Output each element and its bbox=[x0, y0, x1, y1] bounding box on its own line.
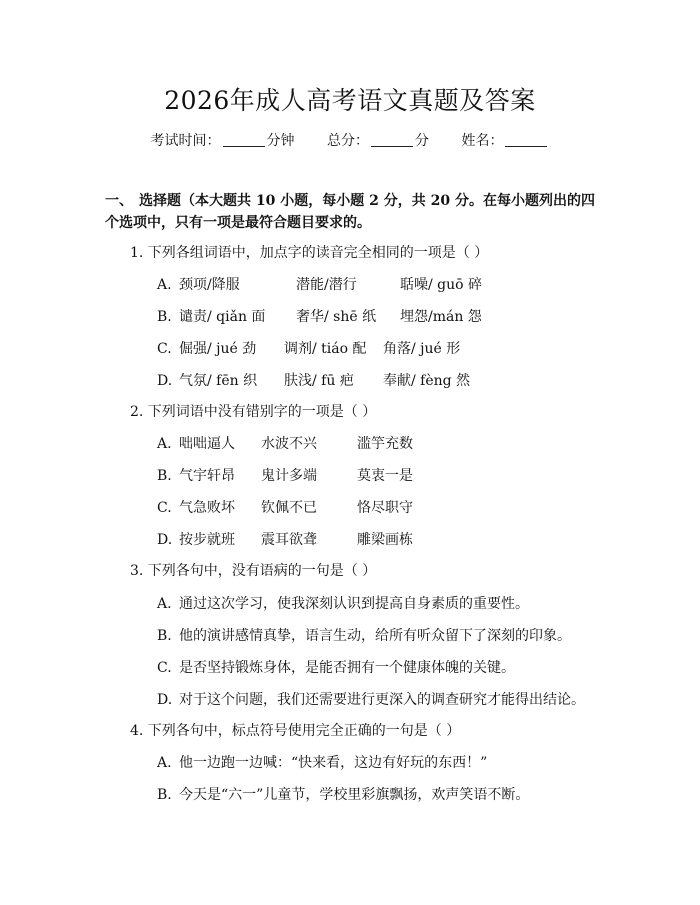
question-2-option-a bbox=[157, 434, 413, 454]
option-part: 气急败坏 bbox=[179, 500, 235, 516]
option-part: 滥竽充数 bbox=[357, 436, 413, 452]
section-heading bbox=[105, 190, 605, 234]
total-score-unit: 分 bbox=[415, 133, 429, 149]
option-part: 潜能/潜行 bbox=[296, 277, 357, 293]
option-letter: B. bbox=[157, 309, 172, 325]
question-3-option-d bbox=[157, 690, 585, 710]
option-part: 气宇轩昂 bbox=[179, 468, 235, 484]
total-score-label: 总分： bbox=[327, 133, 369, 149]
question-2-option-c bbox=[157, 498, 413, 518]
question-2-option-b bbox=[157, 466, 413, 486]
question-3-option-c bbox=[157, 658, 515, 678]
option-letter: C. bbox=[157, 660, 172, 676]
question-2-option-d bbox=[157, 530, 413, 550]
exam-time-label: 考试时间： bbox=[150, 133, 221, 149]
option-part: 颈项/降服 bbox=[179, 277, 240, 293]
option-text: 他一边跑一边喊：“快来看，这边有好玩的东西！” bbox=[179, 755, 488, 771]
option-letter: B. bbox=[157, 468, 172, 484]
name-field bbox=[461, 130, 549, 152]
option-part: 咄咄逼人 bbox=[179, 436, 235, 452]
exam-time-blank bbox=[223, 132, 265, 147]
option-letter: A. bbox=[157, 596, 172, 612]
question-1-option-d bbox=[157, 371, 471, 391]
page-title: 2026年成人高考语文真题及答案 bbox=[164, 86, 536, 115]
option-part: 震耳欲聋 bbox=[261, 532, 317, 548]
question-3-stem: 3. 下列各句中，没有语病的一句是（ ） bbox=[130, 563, 377, 579]
exam-time-unit: 分钟 bbox=[266, 133, 295, 149]
option-part: 埋怨/mán 怨 bbox=[400, 309, 482, 325]
option-part: 聒噪/ guō 碎 bbox=[400, 277, 483, 293]
option-letter: D. bbox=[157, 532, 173, 548]
option-letter: B. bbox=[157, 787, 172, 803]
option-part: 角落/ jué 形 bbox=[383, 341, 461, 357]
question-3-option-b bbox=[157, 626, 571, 646]
option-part: 鬼计多端 bbox=[261, 468, 317, 484]
option-part: 肤浅/ fū 疤 bbox=[284, 373, 354, 389]
option-letter: A. bbox=[157, 436, 172, 452]
option-part: 气氛/ fēn 织 bbox=[179, 373, 258, 389]
question-3-option-a bbox=[157, 594, 529, 614]
option-text: 是否坚持锻炼身体，是能否拥有一个健康体魄的关键。 bbox=[179, 660, 515, 676]
question-1-option-b bbox=[157, 307, 482, 327]
option-part: 奢华/ shē 纸 bbox=[296, 309, 377, 325]
option-part: 钦佩不已 bbox=[261, 500, 317, 516]
option-letter: D. bbox=[157, 692, 173, 708]
total-score-field bbox=[327, 130, 429, 152]
option-part: 雕梁画栋 bbox=[357, 532, 413, 548]
total-score-blank bbox=[371, 132, 413, 147]
option-letter: D. bbox=[157, 373, 173, 389]
option-text: 今天是“六一”儿童节，学校里彩旗飘扬，欢声笑语不断。 bbox=[179, 787, 530, 803]
option-part: 谴责/ qiǎn 面 bbox=[179, 309, 266, 325]
question-1-option-a bbox=[157, 275, 483, 295]
option-letter: C. bbox=[157, 500, 172, 516]
option-part: 调剂/ tiáo 配 bbox=[284, 341, 367, 357]
name-blank bbox=[505, 132, 547, 147]
option-part: 倔强/ jué 劲 bbox=[179, 341, 257, 357]
name-label: 姓名： bbox=[461, 133, 504, 149]
section-number: 一、 bbox=[105, 193, 133, 209]
exam-time-field bbox=[151, 130, 295, 152]
option-part: 恪尽职守 bbox=[357, 500, 413, 516]
exam-info-line bbox=[0, 130, 700, 152]
question-1-stem: 1. 下列各组词语中，加点字的读音完全相同的一项是（ ） bbox=[130, 245, 489, 261]
question-4-stem: 4. 下列各句中，标点符号使用完全正确的一句是（ ） bbox=[130, 723, 461, 739]
question-4-option-a bbox=[157, 753, 487, 773]
question-4-option-b bbox=[157, 785, 529, 805]
option-text: 他的演讲感情真挚，语言生动，给所有听众留下了深刻的印象。 bbox=[179, 628, 571, 644]
option-letter: A. bbox=[157, 755, 172, 771]
option-letter: A. bbox=[157, 277, 172, 293]
option-part: 奉献/ fèng 然 bbox=[383, 373, 471, 389]
option-text: 通过这次学习，使我深刻认识到提高自身素质的重要性。 bbox=[179, 596, 529, 612]
option-letter: B. bbox=[157, 628, 172, 644]
option-part: 水波不兴 bbox=[261, 436, 317, 452]
option-part: 莫衷一是 bbox=[357, 468, 413, 484]
option-letter: C. bbox=[157, 341, 172, 357]
section-instructions: 选择题（本大题共 10 小题，每小题 2 分，共 20 分。在每小题列出的四个选项中，只有一项是最符合题目要求的。 bbox=[105, 193, 595, 231]
question-2-stem: 2. 下列词语中没有错别字的一项是（ ） bbox=[130, 404, 377, 420]
option-part: 按步就班 bbox=[179, 532, 235, 548]
question-1-option-c bbox=[157, 339, 461, 359]
option-text: 对于这个问题，我们还需要进行更深入的调查研究才能得出结论。 bbox=[179, 692, 585, 708]
